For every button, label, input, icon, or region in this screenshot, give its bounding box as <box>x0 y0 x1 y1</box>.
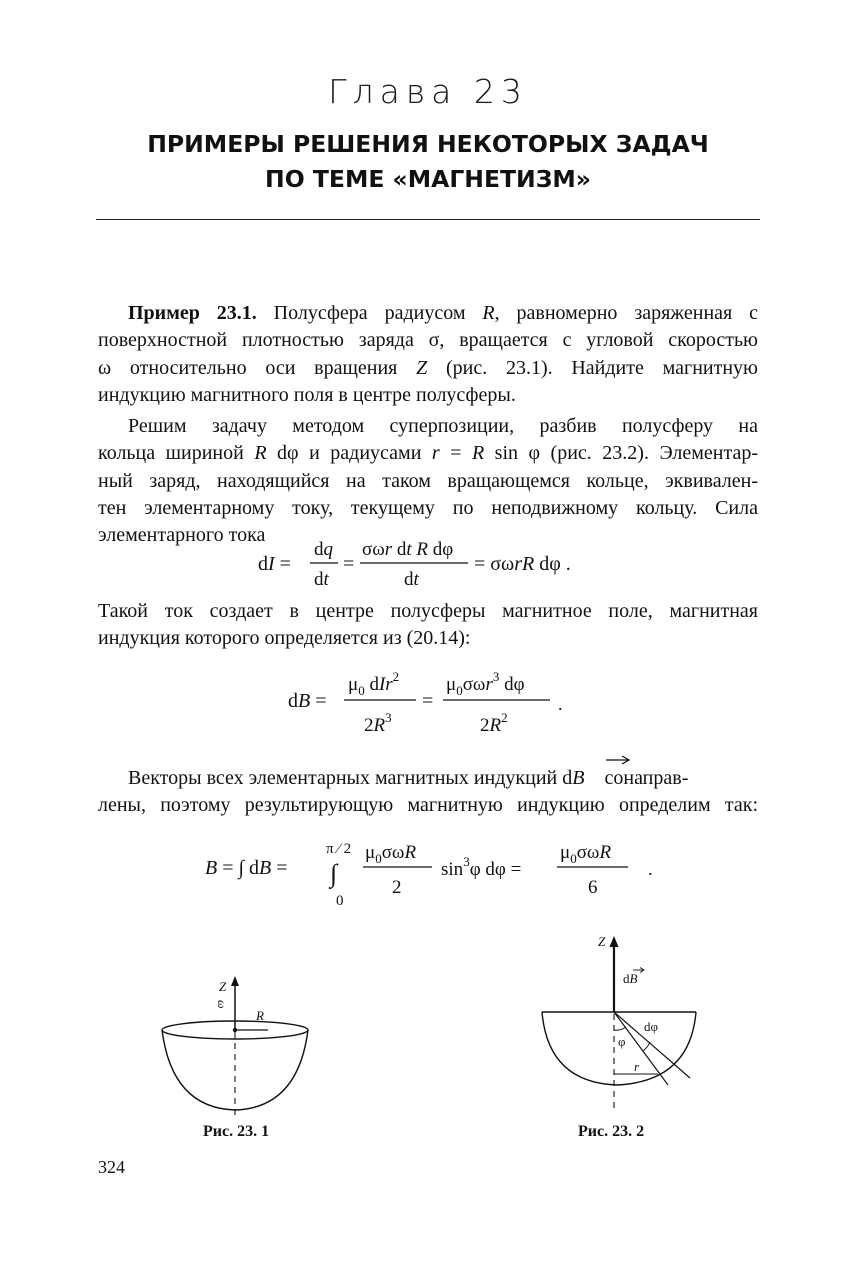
page-number: 324 <box>98 1157 125 1177</box>
formula-rhs: = σωrR dφ . <box>474 553 571 575</box>
figure-23-1 <box>150 968 330 1118</box>
figure-caption-23-1: Рис. 23. 1 <box>203 1123 270 1140</box>
axis-label: Z <box>598 934 606 949</box>
text-line: индукция которого определяется из (20.14): <box>98 627 471 650</box>
vector-B: B <box>572 767 585 789</box>
fraction-numerator: $\mu_0\sigma\omega R$ <box>365 842 417 866</box>
text-line: Векторы всех элементарных магнитных индукций dB сонаправ- <box>128 767 689 789</box>
axis-arrow <box>231 976 239 986</box>
fraction-denominator: 6 <box>588 877 598 898</box>
text-line: Пример 23.1. Полусфера радиусом R, равномерно заряженная с <box>128 302 759 324</box>
formula-current <box>250 538 620 588</box>
formula-middle: $\sin^3\varphi$ dφ = <box>441 854 522 880</box>
fraction-numerator: $\mu_0$ dIr$^2$ <box>348 669 400 698</box>
text-line: индукцию магнитного поля в центре полусферы. <box>98 383 516 406</box>
text-line: кольца шириной R dφ и радиусами r = R sin φ (рис. 23.2). Элементар- <box>98 442 759 465</box>
example-heading: Пример 23.1. <box>128 302 257 324</box>
omega-label: ω <box>215 1000 229 1009</box>
center-point <box>233 1028 237 1032</box>
period: . <box>648 859 653 879</box>
formula-lhs: dB = <box>288 690 327 712</box>
fraction-numerator: $\mu_0\sigma\omega R$ <box>560 842 612 866</box>
phi-label: φ <box>618 1034 626 1049</box>
text-line: Решим задачу методом суперпозиции, разбив полусферу на <box>128 415 758 438</box>
chapter-label: Глава 23 <box>328 72 528 111</box>
paragraph-vectors <box>98 765 758 820</box>
figure-caption-23-2: Рис. 23. 2 <box>578 1123 645 1140</box>
fraction-numerator: $\mu_0\sigma\omega r^3$ dφ <box>446 669 525 698</box>
integral-lower-limit: 0 <box>336 893 344 909</box>
integral-sign: ∫ <box>330 859 338 888</box>
fraction-denominator: dt <box>404 569 419 590</box>
integral-upper-limit: π ⁄ 2 <box>326 841 352 857</box>
vector-label: dB <box>623 971 638 986</box>
text-line: ω относительно оси вращения Z (рис. 23.1). Найдите магнитную <box>98 356 758 379</box>
text-line: Такой ток создает в центре полусферы магнитное поле, магнитная <box>98 600 758 622</box>
equals-sign: = <box>343 553 355 575</box>
axis-label: Z <box>219 979 227 994</box>
text-line: тен элементарному току, текущему по неподвижному кольцу. Сила <box>98 497 758 520</box>
paragraph-field <box>98 598 758 653</box>
fraction-denominator: 2 <box>392 877 402 898</box>
dphi-label: dφ <box>644 1019 659 1034</box>
chapter-title <box>0 127 856 197</box>
formula-result <box>205 838 665 913</box>
fraction-numerator: σωr dt R dφ <box>362 539 454 560</box>
axis-arrow <box>610 936 619 947</box>
fraction-numerator: dq <box>314 539 333 560</box>
formula-lhs: B = ∫ dB = <box>205 857 288 879</box>
formula-induction <box>288 670 608 740</box>
text-line: лены, поэтому результирующую магнитную индукцию определим так: <box>98 794 758 817</box>
r-label: r <box>634 1059 640 1074</box>
text-line: элементарного тока <box>98 524 266 547</box>
equals-sign: = <box>422 690 434 712</box>
formula-lhs: dI = <box>258 553 291 575</box>
chapter-divider <box>96 219 760 220</box>
phi-arc <box>614 1027 626 1030</box>
period: . <box>558 694 563 714</box>
chapter-title-line-1: ПРИМЕРЫ РЕШЕНИЯ НЕКОТОРЫХ ЗАДАЧ <box>147 130 709 158</box>
vector-arrow <box>604 752 644 768</box>
dphi-arc <box>643 1042 650 1051</box>
figure-23-2 <box>530 930 710 1115</box>
fraction-denominator: dt <box>314 569 329 590</box>
chapter-title-line-2: ПО ТЕМЕ «МАГНЕТИЗМ» <box>265 165 591 193</box>
fraction-denominator: $2R^3$ <box>364 710 392 736</box>
problem-statement <box>98 300 758 550</box>
fraction-denominator: $2R^2$ <box>480 710 508 736</box>
radius-label: R <box>256 1008 264 1023</box>
text-line: ный заряд, находящийся на таком вращающемся кольце, эквивален- <box>98 469 758 492</box>
text-line: поверхностной плотностью заряда σ, вращается с угловой скоростью <box>98 329 758 352</box>
